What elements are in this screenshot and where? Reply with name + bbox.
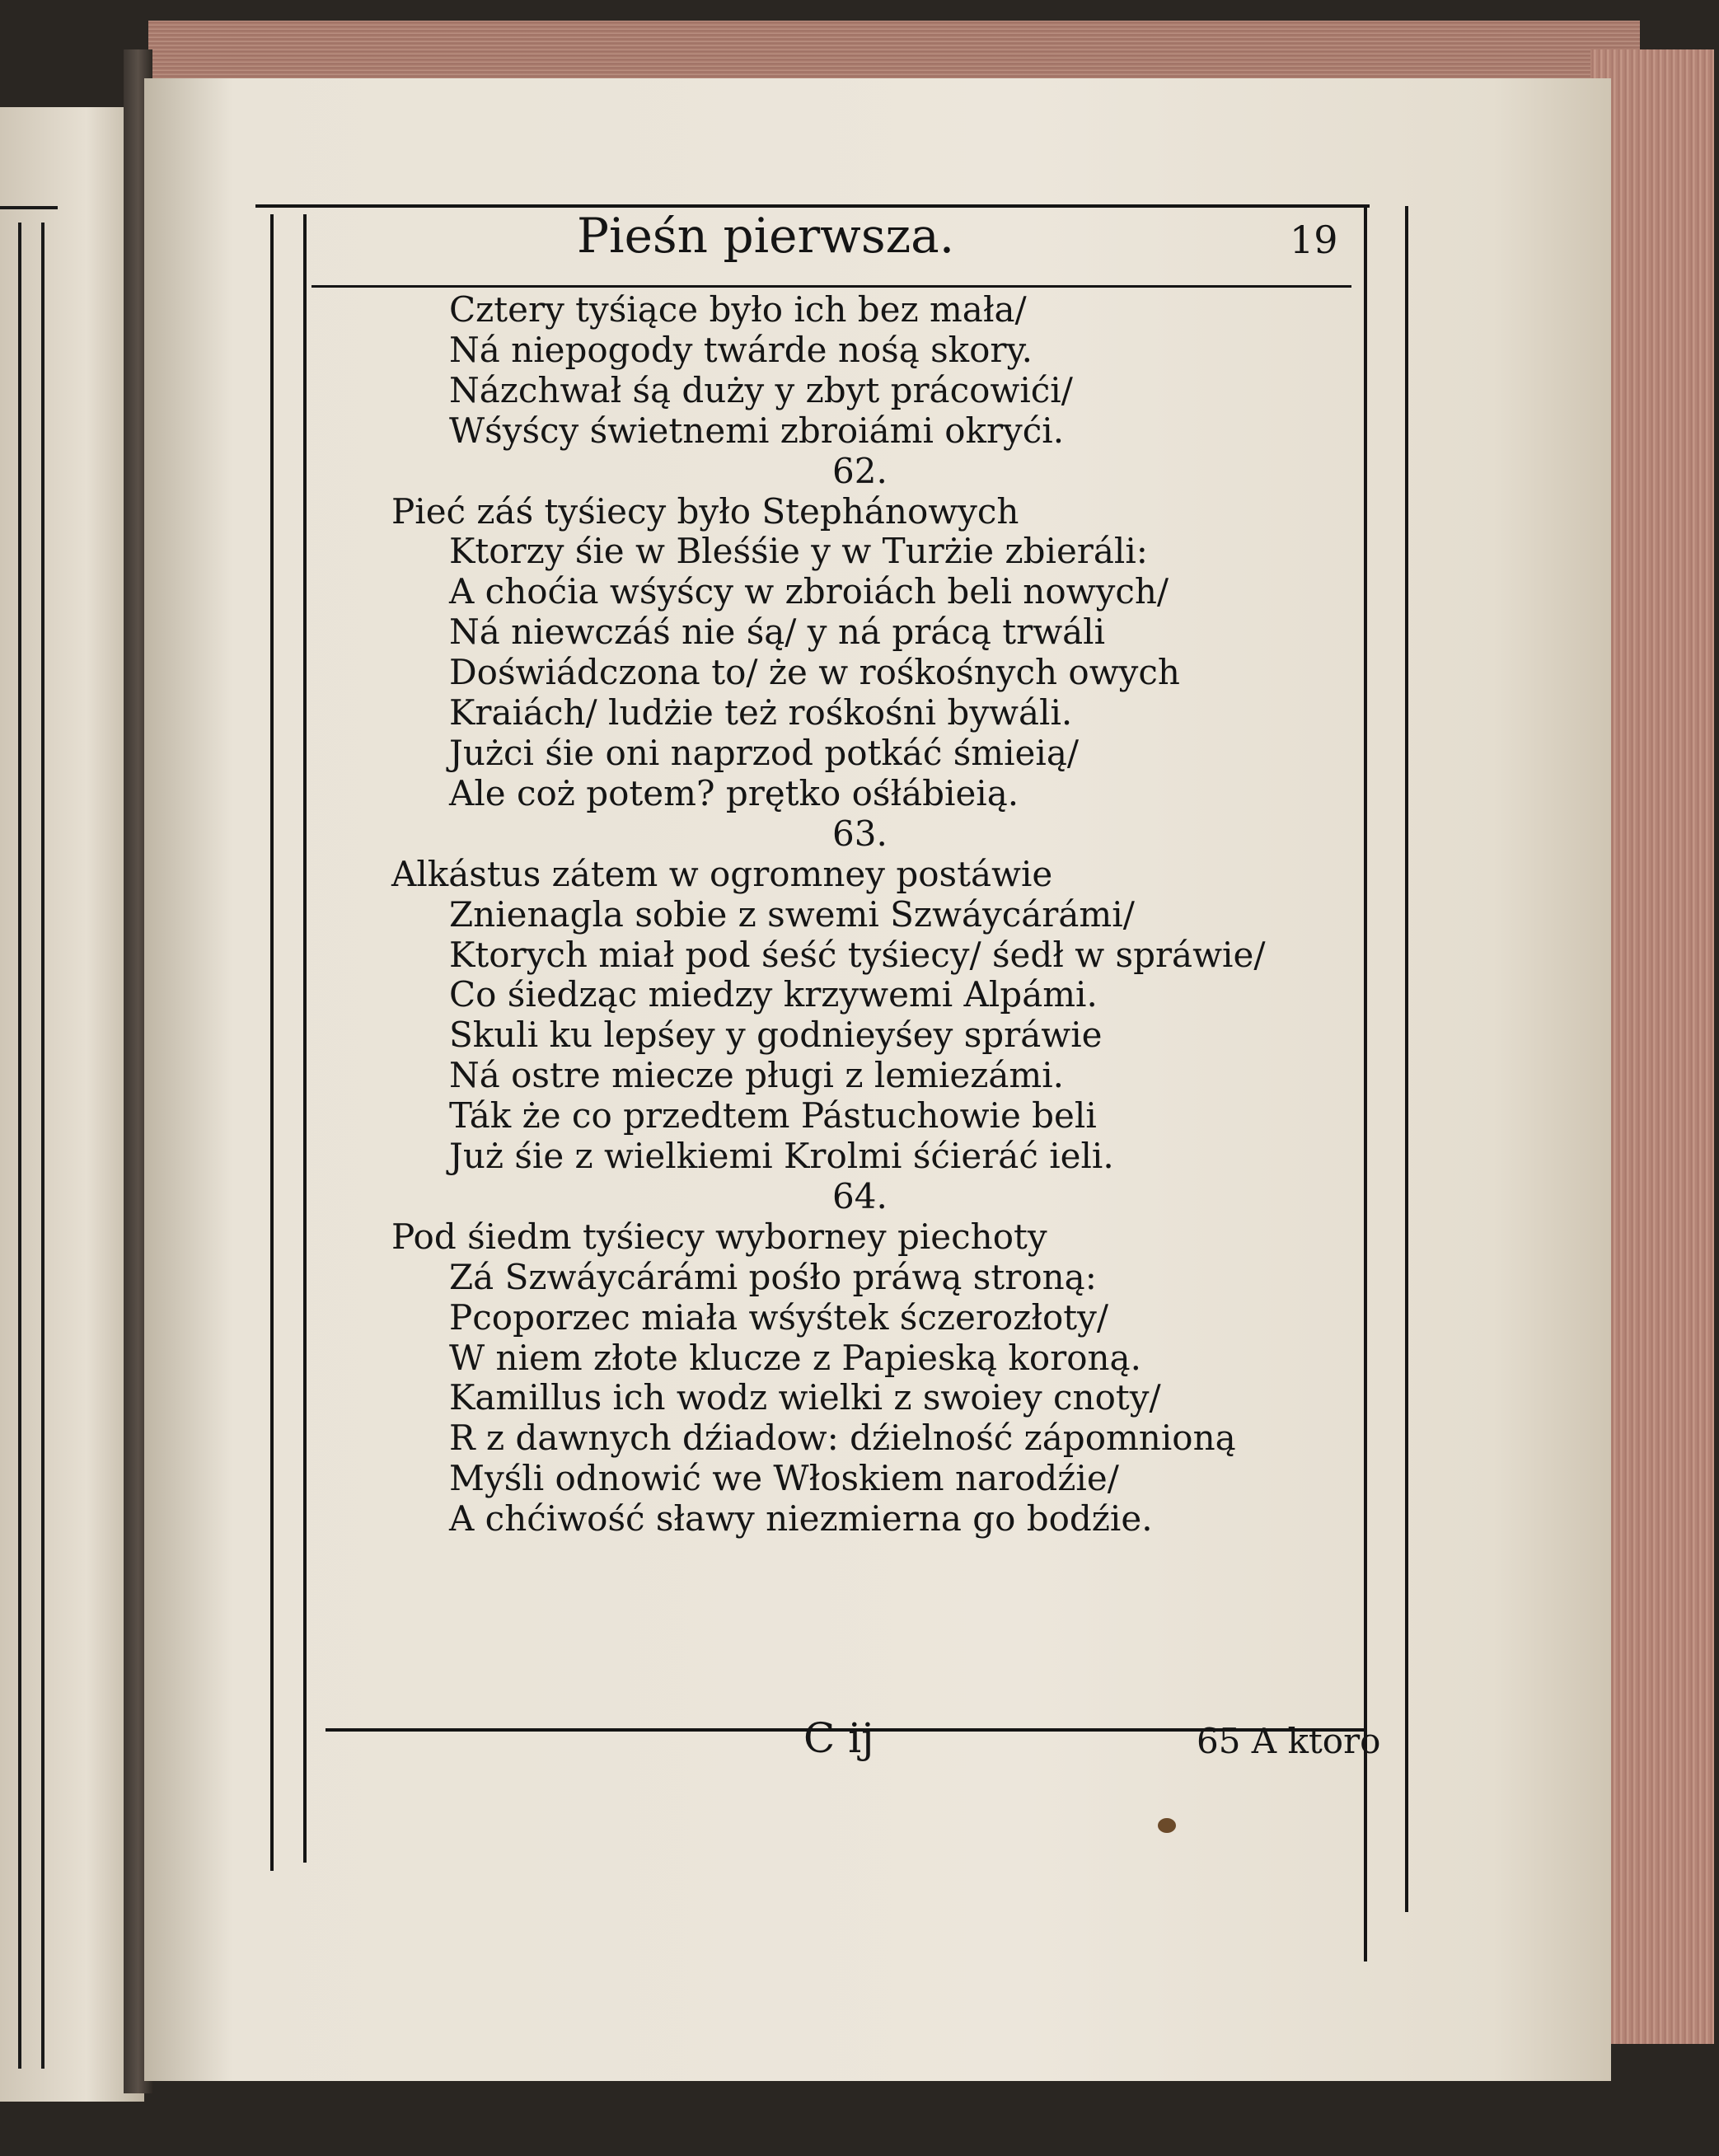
left-page-rule-vertical	[41, 223, 44, 2069]
frame-rule-left-outer	[270, 214, 274, 1871]
verse-line: Ná niepogody twárde nośą skory.	[449, 329, 1033, 370]
verse-line: Już śie z wielkiemi Krolmi śćieráć ieli.	[449, 1136, 1114, 1177]
verse-line: Znienagla sobie z swemi Szwáycárámi/	[449, 893, 1135, 935]
verse-line: Kamillus ich wodz wielki z swoiey cnoty/	[449, 1377, 1161, 1418]
stanza-number: 63.	[832, 813, 888, 854]
frame-rule-left-inner	[303, 214, 307, 1863]
verse-line: Ná ostre miecze pługi z lemiezámi.	[449, 1055, 1064, 1096]
verse-line: Pieć záś tyśiecy było Stephánowych	[391, 490, 1019, 532]
stanza-number: 62.	[832, 450, 888, 491]
page-number: 19	[1290, 218, 1338, 262]
verse-line: Ták że co przedtem Pástuchowie beli	[449, 1095, 1097, 1137]
verse-line: Pod śiedm tyśiecy wyborney piechoty	[391, 1216, 1047, 1257]
verse-line: Co śiedząc miedzy krzywemi Alpámi.	[449, 974, 1098, 1015]
running-title: Pieśn pierwsza.	[577, 208, 955, 264]
verse-line: R z dawnych dźiadow: dźielność zápomnioną	[449, 1418, 1236, 1459]
verse-line: Ná niewczáś nie śą/ y ná prácą trwáli	[449, 612, 1106, 653]
stanza	[391, 290, 1339, 452]
verse-line: Doświádczona to/ że w rośkośnych owych	[449, 652, 1180, 693]
stanza	[391, 814, 1339, 1177]
verse-line: Pcoporzec miała wśyśtek śczerozłoty/	[449, 1296, 1109, 1338]
verse-line: Wśyścy świetnemi zbroiámi okryći.	[449, 410, 1065, 451]
verse-line: Jużci śie oni naprzod potkáć śmieią/	[449, 732, 1080, 773]
ink-stain	[1158, 1818, 1176, 1833]
verse-line: Zá Szwáycárámi pośło práwą stroną:	[449, 1256, 1097, 1297]
frame-rule-right-outer	[1364, 206, 1367, 1961]
verse-line: Kraiách/ ludżie też rośkośni bywáli.	[449, 692, 1073, 734]
stanza	[391, 452, 1339, 814]
catchword: 65 A ktoro	[1197, 1721, 1381, 1761]
verse-line: Alkástus zátem w ogromney postáwie	[391, 853, 1053, 894]
verse-line: Názchwał śą duży y zbyt prácowići/	[449, 369, 1073, 410]
verse-line: A chćiwość sławy niezmierna go bodźie.	[449, 1498, 1153, 1540]
left-page-rule-top	[0, 206, 58, 209]
verse-line: Skuli ku lepśey y godnieyśey spráwie	[449, 1015, 1103, 1056]
verse-line: Ale coż potem? prętko ośłábieią.	[449, 772, 1019, 813]
left-page-fragment	[0, 107, 144, 2102]
verse-line: W niem złote klucze z Papieską koroną.	[449, 1337, 1141, 1378]
header-rule	[311, 285, 1351, 288]
verse-line: Ktorych miał pod śeść tyśiecy/ śedł w spráwie/	[449, 934, 1266, 975]
signature-mark: C ij	[803, 1714, 874, 1762]
stanza	[391, 1177, 1339, 1540]
verse-line: Myśli odnowić we Włoskiem narodźie/	[449, 1458, 1119, 1499]
verse-line: Ktorzy śie w Bleśśie y w Turżie zbieráli:	[449, 531, 1148, 572]
poem-text	[391, 290, 1339, 1540]
stanza-number: 64.	[832, 1175, 888, 1216]
verse-line: Cztery tyśiące było ich bez mała/	[449, 289, 1027, 330]
left-page-rule-vertical	[18, 223, 21, 2069]
verse-line: A choćia wśyścy w zbroiách beli nowych/	[449, 571, 1169, 612]
frame-rule-right-inner	[1405, 206, 1408, 1912]
